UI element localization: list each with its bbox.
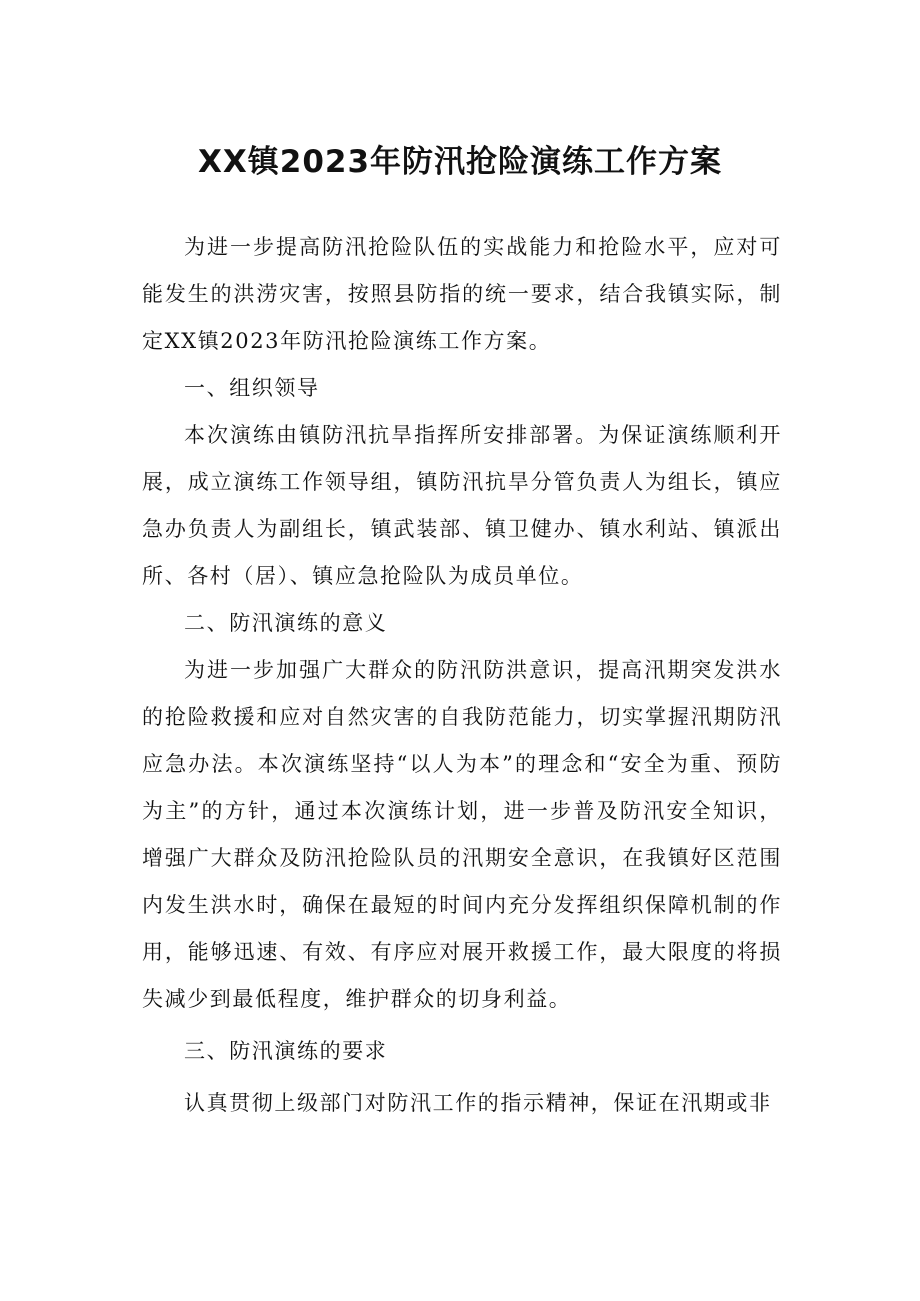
section-body-requirements: 认真贯彻上级部门对防汛工作的指示精神，保证在汛期或非: [184, 1091, 772, 1115]
document-body: [142, 224, 782, 1127]
document-title: XX镇2023年防汛抢险演练工作方案: [197, 144, 723, 180]
intro-paragraph: 为进一步提高防汛抢险队伍的实战能力和抢险水平，应对可能发生的洪涝灾害，按照县防指的统一要求，结合我镇实际，制定XX镇2023年防汛抢险演练工作方案。: [142, 235, 782, 353]
section-heading-requirements: 三、防汛演练的要求: [184, 1039, 388, 1063]
section-heading-significance: 二、防汛演练的意义: [184, 611, 388, 635]
section-heading-organization: 一、组织领导: [184, 376, 320, 400]
section-body-organization: 本次演练由镇防汛抗旱指挥所安排部署。为保证演练顺利开展，成立演练工作领导组，镇防汛抗旱分管负责人为组长，镇应急办负责人为副组长，镇武装部、镇卫健办、镇水利站、镇派出所、各村（居）、镇应急抢险队为成员单位。: [142, 423, 782, 588]
section-body-significance: 为进一步加强广大群众的防汛防洪意识，提高汛期突发洪水的抢险救援和应对自然灾害的自我防范能力，切实掌握汛期防汛应急办法。本次演练坚持“以人为本”的理念和“安全为重、预防为主”的方针，通过本次演练计划，进一步普及防汛安全知识，增强广大群众及防汛抢险队员的汛期安全意识，在我镇好区范围内发生洪水时，确保在最短的时间内充分发挥组织保障机制的作用，能够迅速、有效、有序应对展开救援工作，最大限度的将损失减少到最低程度，维护群众的切身利益。: [142, 658, 782, 1011]
